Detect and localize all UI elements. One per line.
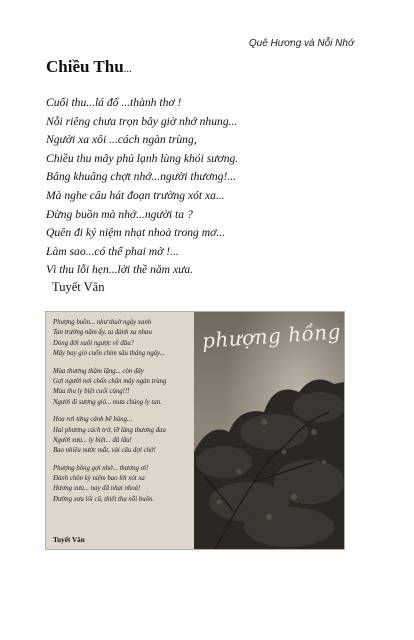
poem-line: Mà nghe câu hát đoạn trường xót xa... xyxy=(46,188,225,202)
panel-author: Tuyết Vân xyxy=(53,536,85,544)
panel-poem-line: Người xưa... ly biệt... đã lâu! xyxy=(53,436,132,444)
poem-author: Tuyết Vân xyxy=(52,280,105,294)
panel-poem-line: Hai phương cách trở, lỡ làng thương đau xyxy=(53,426,166,434)
panel-poem-line: Bao nhiêu nước mắt, vài câu đợi chờ! xyxy=(53,447,156,455)
poem-line: Làm sao...có thể phai mờ !... xyxy=(46,244,179,258)
panel-poem-body xyxy=(53,318,166,505)
panel-poem-line: Mùa thương thầm lặng... còn đây xyxy=(53,367,144,375)
stanza-gap xyxy=(53,457,166,464)
poem-line: Người xa xôi ...cách ngàn trùng, xyxy=(46,133,197,147)
panel-poem-line: Dòng đời xuôi ngược về đâu? xyxy=(53,339,134,347)
panel-poem-line: Đành chôn kỷ niệm bao lời xót xa xyxy=(53,475,145,483)
poem-title-text: Chiều Thu xyxy=(46,57,124,76)
panel-poem-line: Hương xưa... nay đã nhạt nhoà! xyxy=(53,485,141,493)
stanza-gap xyxy=(53,408,166,415)
poem-line: Bâng khuâng chợt nhớ...người thương!... xyxy=(46,170,237,184)
poem-line: Nỗi riêng chưa trọn bây giờ nhớ nhung... xyxy=(46,114,238,128)
poem-title xyxy=(46,57,132,77)
poem-line: Cuối thu...lá đổ ...thành thơ ! xyxy=(46,96,182,109)
panel-poem-line: Gợi người nơi chốn chân mây ngàn trùng xyxy=(53,377,167,385)
poem-line: Chiều thu mây phủ lạnh lùng khói sương. xyxy=(46,151,239,165)
panel-poem-line: Hoa rơi từng cánh bẽ bàng... xyxy=(53,416,133,424)
panel-poem-line: Mây bay gió cuốn chìm sâu tháng ngày... xyxy=(53,350,165,358)
poem-body xyxy=(46,94,238,280)
panel-poem-line: Phượng hồng gợi nhớ... thương ơi! xyxy=(53,464,149,472)
poem-line: Vì thu lỗi hẹn...lời thề năm xưa. xyxy=(46,263,194,277)
panel-poem-line: Phượng buồn... như thuở ngày xanh xyxy=(53,319,152,326)
panel-poem-line: Mùa thu ly biệt cuối cùng!!! xyxy=(53,388,130,396)
poem-image-panel xyxy=(45,311,345,550)
tree-photo xyxy=(194,312,344,550)
panel-poem-line: Tan trường năm ấy, ta đành xa nhau xyxy=(53,329,152,337)
art-title: phượng hồng xyxy=(201,319,342,353)
poem-title-ellipsis: ... xyxy=(123,63,132,75)
poem-line: Quên đi kỷ niệm nhạt nhoà trong mơ... xyxy=(46,226,225,240)
panel-poem-line: Người đi sương gió... mưa chùng ly tan. xyxy=(53,398,162,406)
panel-poem-line: Đường xưa lối cũ, thiết tha nỗi buồn. xyxy=(53,495,155,503)
poem-line: Đừng buồn mà nhớ...người ta ? xyxy=(46,207,193,221)
collection-title: Quê Hương và Nỗi Nhớ xyxy=(248,38,354,49)
stanza-gap xyxy=(53,360,166,367)
